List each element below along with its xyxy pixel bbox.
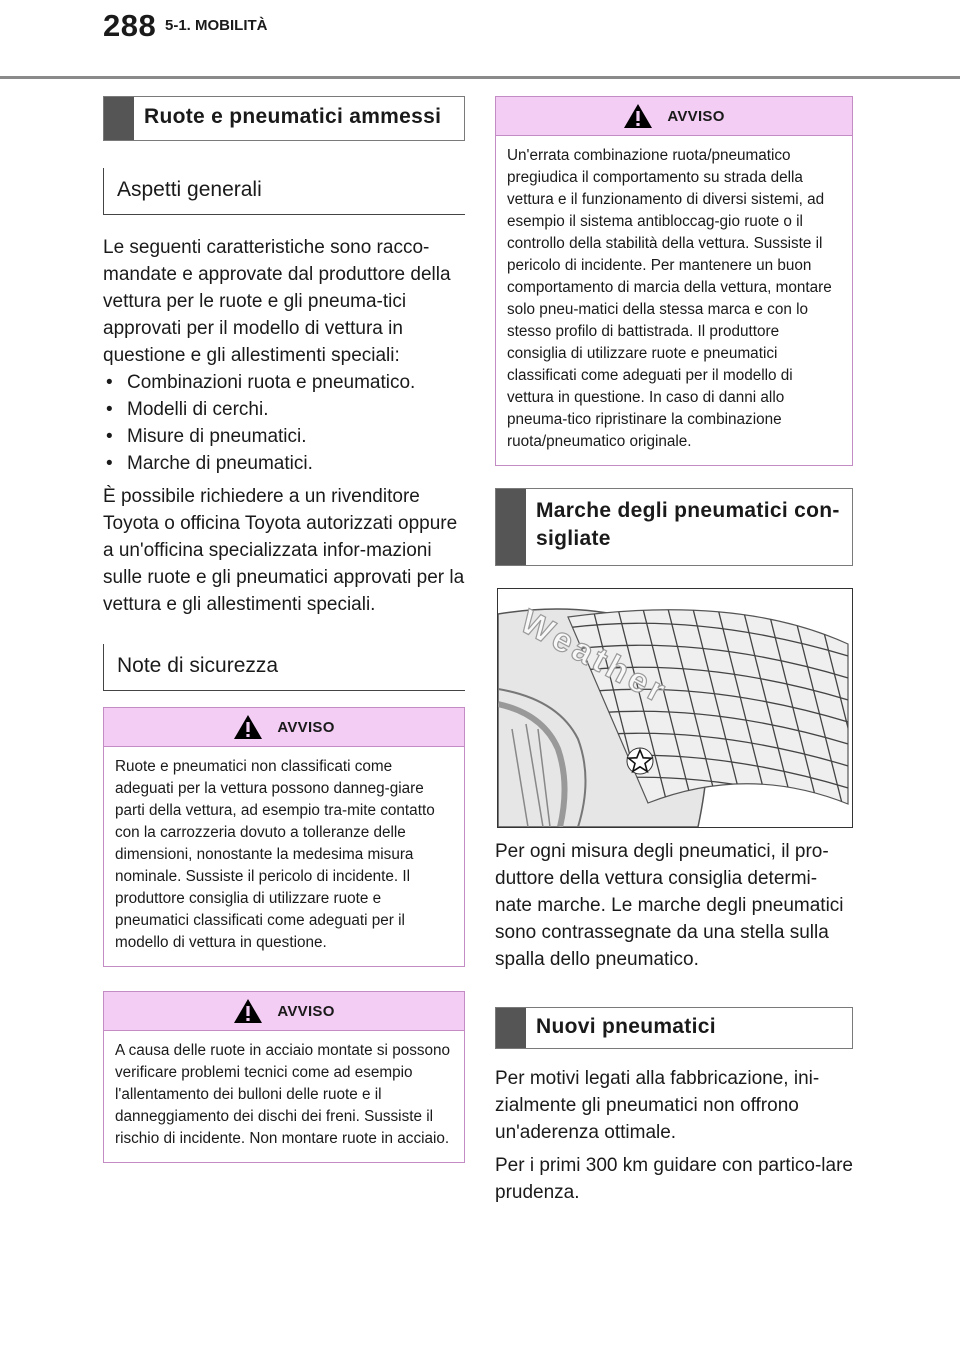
paragraph-intro: Le seguenti caratteristiche sono racco-mandate e approvate dal produttore della vettura per le ruote e gli pneuma-tici approvati per il modello di vettura in questione e gli allestimenti speciali: [103, 237, 451, 366]
heading-recommended-brands [495, 488, 853, 566]
paragraph-brands: Per ogni misura degli pneumatici, il pro-duttore della vettura consiglia determi-nate marche. Le marche degli pneumatici sono contrassegnate da una stella sulla spalla dello pneumatico. [495, 841, 844, 970]
warning-header [104, 992, 464, 1031]
warning-triangle-icon [623, 103, 653, 129]
section-title: 5-1. MOBILITÀ [165, 17, 268, 34]
warning-text: Un'errata combinazione ruota/pneumatico pregiudica il comportamento su strada della vettura e il funzionamento di diversi sistemi, ad esempio il sistema antibloccag-gio ruote o il controllo della stabilità della vettura. Sussiste il pericolo di incidente. Per mantenere un buon comportamento di marcia della vettura, montare solo pneu-matici della stessa marca e con lo stesso profilo di battistrada. Il produttore consiglia di utilizzare ruote e pneumatici classificati come adeguati per il modello di vettura in questione. In caso di danni allo pneuma-tico ripristinare la combinazione ruota/pneumatico originale. [507, 147, 832, 450]
heading-text: Ruote e pneumatici ammessi [144, 105, 442, 128]
tire-illustration [497, 588, 853, 828]
header-divider [0, 76, 960, 79]
warning-label: AVVISO [667, 107, 725, 125]
subheading-safety: Note di sicurezza [103, 644, 465, 691]
sidewall-text: Weather [514, 602, 675, 712]
heading-bar [104, 97, 134, 140]
warning-label: AVVISO [277, 1002, 335, 1020]
heading-new-tires [495, 1007, 853, 1049]
tire-drawing [498, 589, 852, 827]
warning-header [104, 708, 464, 747]
body-general [103, 234, 465, 618]
heading-text: Nuovi pneumatici [536, 1015, 716, 1038]
subheading-general: Aspetti generali [103, 168, 465, 215]
heading-text: Marche degli pneumatici con-sigliate [536, 499, 840, 550]
list-item: • Misure di pneumatici. [103, 423, 465, 450]
warning-triangle-icon [233, 714, 263, 740]
warning-box-3 [495, 96, 853, 466]
heading-bar [496, 489, 526, 565]
heading-approved-wheels-tires [103, 96, 465, 141]
list-item: • Modelli di cerchi. [103, 396, 465, 423]
warning-header [496, 97, 852, 136]
body-brands [495, 838, 853, 973]
list-item: • Combinazioni ruota e pneumatico. [103, 369, 465, 396]
paragraph-manufacturing: Per motivi legati alla fabbricazione, ini-zialmente gli pneumatici non offrono un'aderenza ottimale. [495, 1068, 820, 1143]
warning-triangle-icon [233, 998, 263, 1024]
paragraph-dealer: È possibile richiedere a un rivenditore Toyota o officina Toyota autorizzati oppure a un'officina specializzata infor-mazioni sulle ruote e gli pneumatici approvati per la vettura e gli allestimenti speciali. [103, 486, 465, 615]
warning-text: A causa delle ruote in acciaio montate si possono verificare problemi tecnici come ad esempio l'allentamento dei bulloni delle ruote e il danneggiamento dei dischi dei freni. Sussiste il rischio di incidente. Non montare ruote in acciaio. [115, 1042, 451, 1147]
right-column [495, 96, 853, 1206]
warning-box-2 [103, 991, 465, 1163]
warning-label: AVVISO [277, 718, 335, 736]
paragraph-first-300km: Per i primi 300 km guidare con partico-lare prudenza. [495, 1155, 853, 1203]
body-new-tires [495, 1065, 853, 1206]
warning-box-1 [103, 707, 465, 967]
left-column [103, 96, 465, 1163]
list-item: • Marche di pneumatici. [103, 450, 465, 477]
heading-bar [496, 1008, 526, 1048]
warning-text: Ruote e pneumatici non classificati come adeguati per la vettura possono danneg-giare parti della vettura, ad esempio tra-mite contatto con la carrozzeria dovuto a tolleranze delle dimensioni, nonostante la medesima misura nominale. Sussiste il pericolo di incidente. Il produttore consiglia di utilizzare ruote e pneumatici classificati come adeguati per il modello di vettura in questione. [115, 758, 435, 951]
page-number: 288 [103, 8, 157, 43]
bullet-list [103, 369, 465, 477]
